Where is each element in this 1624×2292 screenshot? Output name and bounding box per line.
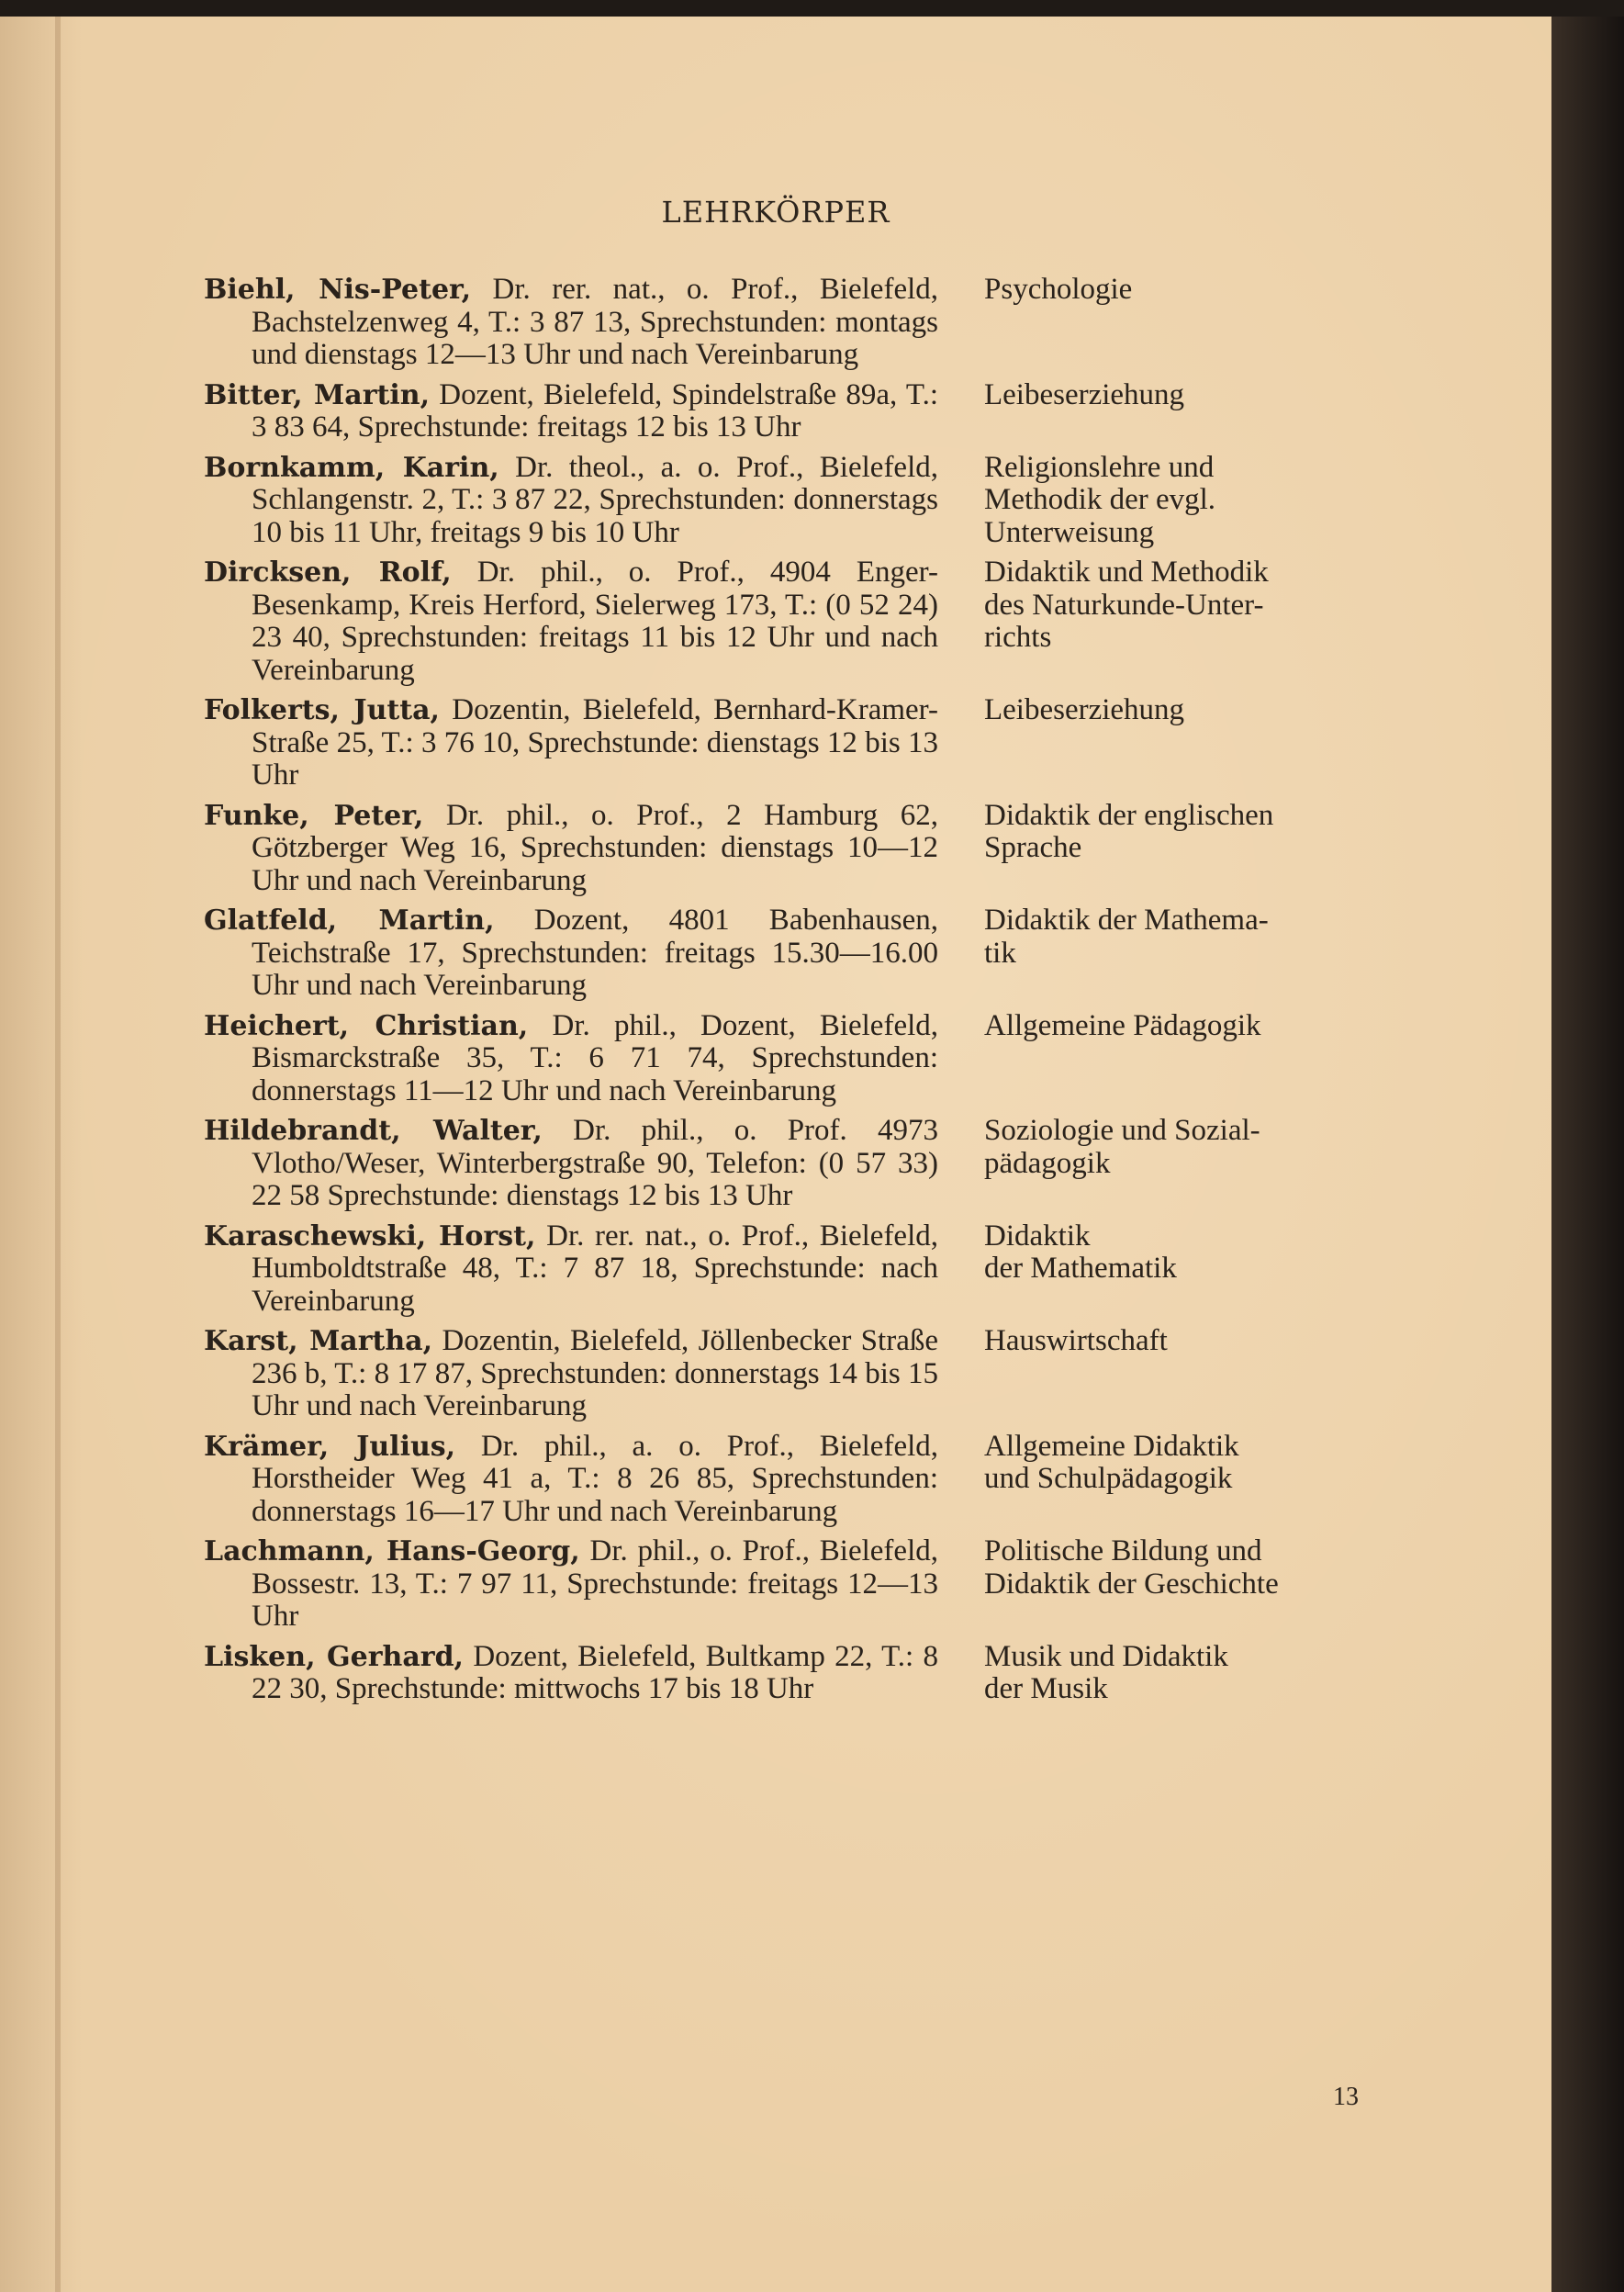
- gutter-shadow: [55, 17, 61, 2292]
- faculty-entry: [204, 452, 1397, 550]
- faculty-name: Dircksen, Rolf,: [204, 556, 452, 589]
- faculty-details: Dr. phil., o. Prof. 4973 Vlotho/Weser, Winterbergstraße 90, Telefon: (0 57 33) 22 58 Sprechstunde: dienstags 12 bis 13 Uhr: [252, 1114, 939, 1212]
- page-edge-shadow: [1551, 17, 1624, 2292]
- faculty-details: Dozent, Bielefeld, Spindelstraße 89a, T.: 3 83 64, Sprechstunde: freitags 12 bis 13 Uhr: [252, 377, 938, 444]
- faculty-subject: Soziologie und Sozial- pädagogik: [984, 1114, 1260, 1180]
- faculty-name: Biehl, Nis-Peter,: [204, 274, 472, 306]
- faculty-subject: Hauswirtschaft: [984, 1324, 1168, 1357]
- faculty-name: Lisken, Gerhard,: [204, 1640, 464, 1673]
- faculty-name: Karst, Martha,: [204, 1325, 433, 1357]
- faculty-name: Folkerts, Jutta,: [204, 694, 440, 726]
- faculty-subject: Didaktik der Mathematik: [984, 1219, 1177, 1285]
- faculty-details: Dozentin, Bielefeld, Jöllenbecker Straße 236 b, T.: 8 17 87, Sprechstunden: donnerstags 14 bis 15 Uhr und nach Vereinbarung: [252, 1324, 938, 1422]
- faculty-entry: [204, 379, 1397, 444]
- faculty-name: Karaschewski, Horst,: [204, 1219, 536, 1253]
- faculty-name: Funke, Peter,: [204, 799, 424, 832]
- faculty-details: Dr. phil., o. Prof., 4904 Enger-Besenkamp, Kreis Herford, Sielerweg 173, T.: (0 52 24) 23 40, Sprechstunden: freitags 11 bis 12 Uhr und nach Vereinbarung: [252, 556, 939, 687]
- page-heading: LEHRKÖRPER: [661, 195, 890, 230]
- faculty-subject: Musik und Didaktik der Musik: [984, 1639, 1228, 1705]
- faculty-subject: Allgemeine Pädagogik: [984, 1008, 1261, 1042]
- faculty-details: Dr. rer. nat., o. Prof., Bielefeld, Bachstelzenweg 4, T.: 3 87 13, Sprechstunden: montags und dienstags 12—13 Uhr und nach Vereinbarung: [252, 273, 939, 371]
- faculty-name: Hildebrandt, Walter,: [204, 1115, 543, 1147]
- faculty-details: Dr. rer. nat., o. Prof., Bielefeld, Humboldtstraße 48, T.: 7 87 18, Sprechstunde: nach Vereinbarung: [252, 1219, 939, 1318]
- faculty-subject: Didaktik der Mathema- tik: [984, 904, 1269, 970]
- faculty-subject: Didaktik und Methodik des Naturkunde-Unter- richts: [984, 556, 1269, 654]
- page-number: 13: [1333, 2083, 1359, 2111]
- faculty-details: Dr. phil., o. Prof., Bielefeld, Bossestr. 13, T.: 7 97 11, Sprechstunde: freitags 12—13 Uhr: [252, 1534, 938, 1633]
- faculty-details: Dr. phil., o. Prof., 2 Hamburg 62, Götzberger Weg 16, Sprechstunden: dienstags 10—12 Uhr und nach Vereinbarung: [252, 798, 939, 897]
- faculty-details: Dozentin, Bielefeld, Bernhard-Kramer-Straße 25, T.: 3 76 10, Sprechstunde: dienstags 12 bis 13 Uhr: [252, 693, 939, 792]
- faculty-subject: Leibeserziehung: [984, 693, 1185, 726]
- faculty-entry: [204, 800, 1397, 898]
- faculty-name: Bornkamm, Karin,: [204, 451, 499, 484]
- faculty-entry: [204, 694, 1397, 792]
- faculty-subject: Didaktik der englischen Sprache: [984, 798, 1274, 864]
- faculty-details: Dr. phil., Dozent, Bielefeld, Bismarckstraße 35, T.: 6 71 74, Sprechstunden: donnerstags 11—12 Uhr und nach Vereinbarung: [252, 1008, 939, 1107]
- faculty-entry: [204, 904, 1397, 1003]
- faculty-entry: [204, 1220, 1397, 1319]
- faculty-subject: Psychologie: [984, 273, 1133, 306]
- faculty-name: Glatfeld, Martin,: [204, 904, 495, 937]
- faculty-details: Dozent, 4801 Babenhausen, Teichstraße 17, Sprechstunden: freitags 15.30—16.00 Uhr und nach Vereinbarung: [252, 904, 939, 1002]
- faculty-entry: [204, 274, 1397, 372]
- faculty-entry: [204, 1010, 1397, 1108]
- faculty-entry: [204, 556, 1397, 687]
- faculty-name: Lachmann, Hans-Georg,: [204, 1535, 580, 1567]
- faculty-details: Dozent, Bielefeld, Bultkamp 22, T.: 8 22 30, Sprechstunde: mittwochs 17 bis 18 Uhr: [252, 1639, 939, 1705]
- faculty-entry: [204, 1641, 1397, 1706]
- faculty-subject: Religionslehre und Methodik der evgl. Unterweisung: [984, 450, 1216, 549]
- faculty-entry: [204, 1431, 1397, 1529]
- faculty-name: Krämer, Julius,: [204, 1430, 456, 1463]
- faculty-subject: Allgemeine Didaktik und Schulpädagogik: [984, 1429, 1239, 1495]
- faculty-subject: Politische Bildung und Didaktik der Geschichte: [984, 1534, 1279, 1601]
- faculty-name: Heichert, Christian,: [204, 1009, 529, 1042]
- faculty-details: Dr. phil., a. o. Prof., Bielefeld, Horstheider Weg 41 a, T.: 8 26 85, Sprechstunden: donnerstags 16—17 Uhr und nach Vereinbarung: [252, 1429, 939, 1528]
- faculty-entry: [204, 1325, 1397, 1423]
- faculty-name: Bitter, Martin,: [204, 378, 431, 411]
- faculty-list: [204, 274, 1397, 1713]
- faculty-subject: Leibeserziehung: [984, 377, 1185, 411]
- faculty-details: Dr. theol., a. o. Prof., Bielefeld, Schlangenstr. 2, T.: 3 87 22, Sprechstunden: donnerstags 10 bis 11 Uhr, freitags 9 bis 10 Uhr: [252, 450, 938, 549]
- faculty-entry: [204, 1115, 1397, 1213]
- faculty-entry: [204, 1535, 1397, 1634]
